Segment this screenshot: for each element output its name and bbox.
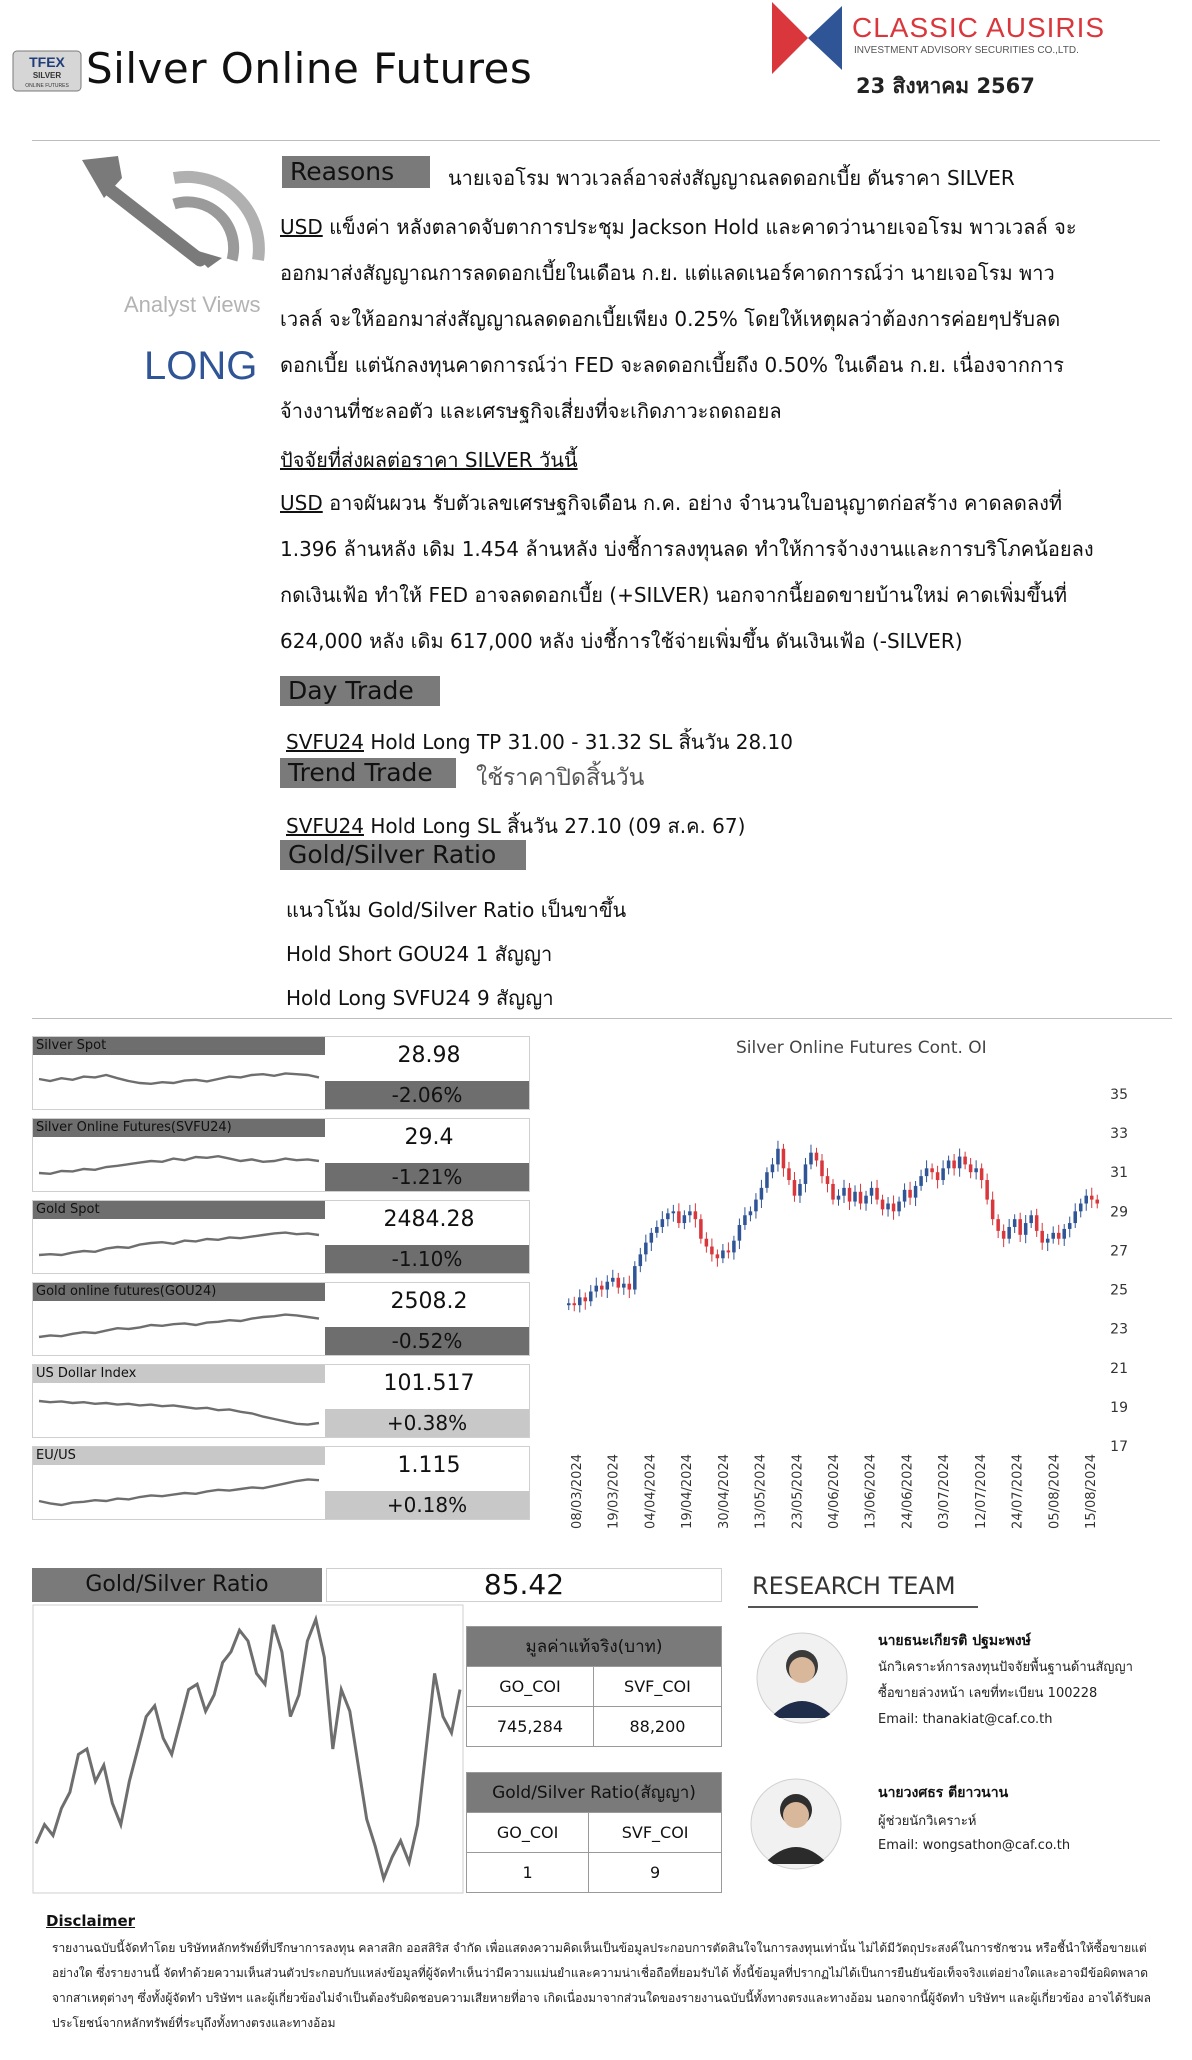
candle: [914, 1181, 918, 1206]
candle: [897, 1197, 901, 1217]
analyst-1-email: Email: thanakiat@caf.co.th: [878, 1712, 1053, 1727]
candle-y-tick: 23: [1110, 1321, 1128, 1338]
candle: [1035, 1209, 1039, 1237]
candle: [628, 1276, 632, 1298]
candle: [1068, 1217, 1072, 1238]
gs-ratio-panel-label: Gold/Silver Ratio: [32, 1568, 322, 1602]
trend-trade-note: ใช้ราคาปิดสิ้นวัน: [476, 765, 645, 791]
candle: [1024, 1215, 1028, 1243]
p1-line-0-text: แข็งค่า หลังตลาดจับตาการประชุม Jackson Hold และคาดว่านายเจอโรม พาวเวลล์ จะ: [322, 215, 1077, 239]
p2-line-0: [280, 480, 1180, 526]
candle: [1013, 1214, 1017, 1233]
ticker-value: 1.115: [397, 1453, 461, 1478]
ticker-label: Silver Spot: [33, 1037, 325, 1055]
candle: [754, 1193, 758, 1218]
ticker-change: -2.06%: [325, 1081, 529, 1109]
candle: [1046, 1234, 1050, 1251]
report-date: 23 สิงหาคม 2567: [856, 74, 1035, 98]
candle-y-tick: 27: [1110, 1243, 1128, 1260]
trend-trade-line: [286, 810, 745, 842]
ratio-contract-table: [466, 1772, 722, 1893]
ticker-value: 2484.28: [383, 1207, 475, 1232]
candle: [1029, 1210, 1033, 1228]
page-title: Silver Online Futures: [86, 44, 533, 93]
p1-line-4: จ้างงานที่ชะลอตัว และเศรษฐกิจเสี่ยงที่จะเกิดภาวะถดถอยล: [280, 399, 782, 423]
candle: [567, 1298, 571, 1310]
intrinsic-val-svf: 88,200: [593, 1707, 721, 1747]
analyst-2-avatar: [750, 1778, 842, 1870]
candle-y-tick: 19: [1110, 1399, 1128, 1416]
candle: [941, 1160, 945, 1185]
candle: [886, 1197, 890, 1217]
broker-subtitle: INVESTMENT ADVISORY SECURITIES CO.,LTD.: [854, 45, 1079, 56]
candle-y-tick: 33: [1110, 1126, 1128, 1143]
p1-lead: USD: [280, 215, 323, 239]
candle: [947, 1156, 951, 1175]
disclaimer-title: Disclaimer: [46, 1912, 136, 1930]
gs-ratio-heading: Gold/Silver Ratio: [280, 840, 526, 870]
candle: [974, 1160, 978, 1179]
research-team-heading: RESEARCH TEAM: [752, 1572, 956, 1600]
candle: [677, 1203, 681, 1228]
ticker-value: 101.517: [383, 1371, 475, 1396]
candle: [837, 1189, 841, 1205]
analyst-2-role: ผู้ช่วยนักวิเคราะห์: [878, 1814, 977, 1829]
candle: [1040, 1223, 1044, 1250]
candle: [578, 1289, 582, 1312]
ticker-change: +0.18%: [325, 1491, 529, 1519]
ticker-value: 28.98: [397, 1043, 461, 1068]
candle: [639, 1248, 643, 1272]
tfex-logo-text: TFEX: [29, 54, 65, 70]
header-divider: [32, 140, 1160, 141]
ticker-change: -0.52%: [325, 1327, 529, 1355]
candle: [672, 1205, 676, 1222]
candle: [661, 1211, 665, 1233]
candle: [969, 1158, 973, 1178]
ticker-box: [32, 1364, 530, 1438]
candle: [881, 1195, 885, 1216]
candle-x-tick: 13/05/2024: [753, 1454, 769, 1529]
candle: [1018, 1213, 1022, 1242]
candle: [875, 1180, 879, 1205]
candle: [793, 1172, 797, 1202]
ratio-val-go: 1: [467, 1853, 589, 1893]
ticker-change: -1.10%: [325, 1245, 529, 1273]
candle: [1084, 1189, 1088, 1211]
candle: [848, 1183, 852, 1210]
ticker-label: US Dollar Index: [33, 1365, 325, 1383]
candle: [732, 1236, 736, 1260]
candle: [738, 1219, 742, 1250]
candle: [1057, 1225, 1061, 1245]
candle: [809, 1145, 813, 1170]
p1-line-0: [280, 204, 1180, 250]
intrinsic-col-go: GO_COI: [467, 1667, 594, 1707]
target-arrow-icon: [82, 150, 282, 300]
analyst-2-name: นายวงศธร ตียาวนาน: [878, 1785, 1009, 1801]
candle: [694, 1203, 698, 1227]
candle-x-tick: 19/03/2024: [606, 1454, 622, 1529]
ticker-sparkline-path: [39, 1233, 319, 1255]
ticker-sparkline-path: [39, 1073, 319, 1083]
ratio-col-go: GO_COI: [467, 1813, 589, 1853]
candle-y-tick: 21: [1110, 1360, 1128, 1377]
candle-x-tick: 05/08/2024: [1047, 1454, 1063, 1529]
candle: [710, 1239, 714, 1262]
factors-heading: ปัจจัยที่ส่งผลต่อราคา SILVER วันนี้: [280, 448, 578, 472]
analyst-1-avatar: [756, 1632, 848, 1724]
candle-x-tick: 23/05/2024: [790, 1454, 806, 1529]
ticker-label: EU/US: [33, 1447, 325, 1465]
candle: [611, 1270, 615, 1287]
trend-trade-symbol: SVFU24: [286, 814, 364, 838]
ticker-sparkline: [35, 1305, 323, 1353]
candle: [908, 1182, 912, 1205]
reasons-heading: Reasons: [282, 156, 430, 188]
p2-line-0-text: อาจผันผวน รับตัวเลขเศรษฐกิจเดือน ก.ค. อย่าง จำนวนใบอนุญาตก่อสร้าง คาดลดลงที่: [322, 491, 1063, 515]
ticker-label: Silver Online Futures(SVFU24): [33, 1119, 325, 1137]
candle: [584, 1292, 588, 1309]
candle-x-tick: 24/06/2024: [900, 1454, 916, 1529]
day-trade-line: [286, 726, 793, 758]
analyst-2-email: Email: wongsathon@caf.co.th: [878, 1838, 1071, 1853]
candle: [633, 1261, 637, 1294]
candle: [716, 1249, 720, 1266]
ticker-value: 29.4: [404, 1125, 454, 1150]
candle-x-tick: 19/04/2024: [680, 1454, 696, 1529]
gs-ratio-line-chart: [32, 1604, 464, 1894]
candle: [925, 1160, 929, 1182]
ticker-sparkline: [35, 1059, 323, 1107]
candle: [952, 1154, 956, 1176]
candle: [1079, 1199, 1083, 1218]
ticker-box: [32, 1200, 530, 1274]
candle: [1073, 1203, 1077, 1228]
candle-x-tick: 04/06/2024: [827, 1454, 842, 1529]
candle: [760, 1180, 764, 1208]
candle: [815, 1148, 819, 1167]
candle: [705, 1232, 709, 1252]
candle: [683, 1210, 687, 1229]
candle: [853, 1185, 857, 1206]
analyst-1-role: นักวิเคราะห์การลงทุนปัจจัยพื้นฐานด้านสัญญา: [878, 1660, 1133, 1675]
candle-x-tick: 08/03/2024: [570, 1454, 585, 1529]
p2-line-3: 624,000 หลัง เดิม 617,000 หลัง บ่งชี้การใช้จ่ายเพิ่มขึ้น ดันเงินเฟ้อ (-SILVER): [280, 629, 963, 653]
candle-y-tick: 35: [1110, 1087, 1128, 1103]
candle-x-tick: 15/08/2024: [1084, 1454, 1099, 1529]
candle-x-tick: 24/07/2024: [1010, 1454, 1026, 1529]
candle: [776, 1141, 780, 1172]
ticker-change: -1.21%: [325, 1163, 529, 1191]
candle: [1051, 1226, 1055, 1243]
candle: [727, 1242, 731, 1258]
candle: [600, 1281, 604, 1297]
candle-y-tick: 31: [1110, 1165, 1128, 1182]
day-trade-symbol: SVFU24: [286, 730, 364, 754]
candle: [1062, 1224, 1066, 1246]
p1-line-2: เวลล์ จะให้ออกมาส่งสัญญาณลดดอกเบี้ยเพียง 0.25% โดยให้เหตุผลว่าต้องการค่อยๆปรับลด: [280, 307, 1061, 331]
candle-y-tick: 29: [1110, 1204, 1128, 1221]
ticker-box: [32, 1036, 530, 1110]
candle: [804, 1158, 808, 1192]
candle: [1090, 1188, 1094, 1208]
candle: [985, 1174, 989, 1205]
day-trade-heading: Day Trade: [280, 676, 440, 706]
intrinsic-value-table: [466, 1626, 722, 1747]
candle-chart-title: Silver Online Futures Cont. OI: [736, 1038, 987, 1058]
gs-ratio-chart-frame: [33, 1605, 463, 1893]
candle: [963, 1152, 967, 1170]
candle-y-tick: 17: [1110, 1439, 1128, 1455]
candle: [622, 1277, 626, 1295]
ticker-box: [32, 1282, 530, 1356]
ticker-sparkline-path: [39, 1479, 319, 1505]
candle-x-tick: 30/04/2024: [716, 1454, 732, 1529]
candle-x-tick: 04/04/2024: [643, 1454, 659, 1529]
gs-ratio-line-2: Hold Long SVFU24 9 สัญญา: [286, 986, 554, 1010]
candle: [1002, 1224, 1006, 1247]
ticker-label: Gold online futures(GOU24): [33, 1283, 325, 1301]
ticker-sparkline: [35, 1141, 323, 1189]
ticker-label: Gold Spot: [33, 1201, 325, 1219]
candle: [655, 1221, 659, 1238]
ticker-change: +0.38%: [325, 1409, 529, 1437]
intrinsic-val-go: 745,284: [467, 1707, 594, 1747]
tfex-logo: [12, 50, 82, 92]
candle: [870, 1181, 874, 1204]
reasons-headline: นายเจอโรม พาวเวลล์อาจส่งสัญญาณลดดอกเบี้ย ดันราคา SILVER: [448, 166, 1015, 190]
ticker-sparkline: [35, 1223, 323, 1271]
candle: [936, 1166, 940, 1189]
candle: [980, 1163, 984, 1188]
candle: [782, 1144, 786, 1177]
candle: [903, 1183, 907, 1207]
candle: [650, 1228, 654, 1251]
candle: [644, 1235, 648, 1262]
gs-ratio-line: [36, 1619, 460, 1878]
p1-line-3: ดอกเบี้ย แต่นักลงทุนคาดการณ์ว่า FED จะลดดอกเบี้ยถึง 0.50% ในเดือน ก.ย. เนื่องจากการ: [280, 353, 1065, 377]
candle: [991, 1192, 995, 1226]
ticker-box: [32, 1118, 530, 1192]
candle-y-tick: 25: [1110, 1282, 1128, 1299]
section-divider: [32, 1018, 1172, 1019]
candle: [892, 1195, 896, 1219]
candle: [820, 1154, 824, 1183]
p2-lead: USD: [280, 491, 323, 515]
candle: [589, 1285, 593, 1306]
reasons-paragraph-1: [280, 204, 1180, 434]
ticker-sparkline-path: [39, 1156, 319, 1174]
gs-ratio-panel-value: 85.42: [326, 1568, 722, 1602]
analyst-1-license: ซื้อขายล่วงหน้า เลขที่ทะเบียน 100228: [878, 1686, 1098, 1701]
ticker-sparkline-path: [39, 1401, 319, 1425]
candle: [958, 1149, 962, 1177]
candle: [787, 1162, 791, 1185]
disclaimer-text: รายงานฉบับนี้จัดทำโดย บริษัทหลักทรัพย์ที่ปรึกษาการลงทุน คลาสสิก ออสสิริส จำกัด เพื่อแสดงความคิดเห็นเป็นข้อมูลประกอบการตัดสินใจในการลงทุนเท่านั้น ไม่ได้มีวัตถุประสงค์ในการชักชวน หรือชี้นำให้ซื้อขายแต่อย่างใด ซึ่งรายงานนี้ จัดทำด้วยความเห็นส่วนตัวประกอบกับแหล่งข้อมูลที่ผู้จัดทำเห็นว่ามีความแม่นยำและความน่าเชื่อถือที่ยอมรับได้ ทั้งนี้ข้อมูลที่ปรากฏไม่ได้เป็นการยืนยันข้อเท็จจริงแต่อย่างใดและอาจมีข้อผิดพลาดจากสาเหตุต่างๆ ซึ่งทั้งผู้จัดทำ บริษัทฯ และผู้เกี่ยวข้องไม่จำเป็นต้องรับผิดชอบความเสียหายที่อาจ เกิดเนื่องมาจากส่วนใดของรายงานฉบับนี้ทั้งทางตรงและทางอ้อม นอกจากนี้ผู้จัดทำ บริษัทฯ และผู้เกี่ยวข้อง อาจได้รับผลประโยชน์จากหลักทรัพย์ที่ระบุถึงทั้งทางตรงและทางอ้อม: [52, 1941, 1151, 2030]
research-team-underline: [748, 1606, 978, 1608]
analyst-view-call: LONG: [144, 344, 258, 388]
candle: [749, 1206, 753, 1221]
candle: [831, 1179, 835, 1204]
analyst-1-name: นายธนะเกียรติ ปฐมะพงษ์: [878, 1633, 1031, 1649]
candle: [606, 1275, 610, 1298]
candle: [572, 1297, 576, 1311]
candle: [864, 1191, 868, 1211]
candle: [919, 1170, 923, 1191]
candle: [666, 1208, 670, 1226]
candle: [595, 1278, 599, 1298]
candle: [996, 1214, 1000, 1238]
trend-trade-heading: Trend Trade: [280, 758, 456, 788]
broker-name: CLASSIC AUSIRIS: [852, 12, 1106, 43]
ticker-sparkline: [35, 1387, 323, 1435]
candle: [771, 1158, 775, 1178]
gs-ratio-line-1: Hold Short GOU24 1 สัญญา: [286, 942, 553, 966]
intrinsic-col-svf: SVF_COI: [593, 1667, 721, 1707]
candle-x-tick: 13/06/2024: [863, 1454, 879, 1529]
intrinsic-table-heading: มูลค่าแท้จริง(บาท): [467, 1627, 722, 1667]
ticker-value: 2508.2: [390, 1289, 468, 1314]
reasons-paragraph-2: [280, 480, 1180, 664]
gs-ratio-line-0: แนวโน้ม Gold/Silver Ratio เป็นขาขึ้น: [286, 898, 627, 922]
p2-line-2: กดเงินเฟ้อ ทำให้ FED อาจลดดอกเบี้ย (+SILVER) นอกจากนี้ยอดขายบ้านใหม่ คาดเพิ่มขึ้นที่: [280, 583, 1068, 607]
candle-x-tick: 12/07/2024: [973, 1454, 989, 1529]
ticker-sparkline-path: [39, 1315, 319, 1337]
candle: [1095, 1195, 1099, 1209]
ratio-table-heading: Gold/Silver Ratio(สัญญา): [467, 1773, 722, 1813]
candle: [765, 1167, 769, 1192]
candle: [826, 1168, 830, 1192]
day-trade-text: Hold Long TP 31.00 - 31.32 SL สิ้นวัน 28.10: [363, 730, 793, 754]
candle: [699, 1214, 703, 1243]
tfex-logo-sub: SILVER: [32, 71, 62, 80]
candle: [617, 1273, 621, 1294]
candle: [743, 1207, 747, 1230]
ticker-box: [32, 1446, 530, 1520]
candle: [798, 1179, 802, 1203]
p1-line-1: ออกมาส่งสัญญาณการลดดอกเบี้ยในเดือน ก.ย. แต่แลดเนอร์คาดการณ์ว่า นายเจอโรม พาว: [280, 261, 1055, 285]
ticker-sparkline: [35, 1469, 323, 1517]
candle-chart: [560, 1070, 1140, 1550]
candle: [721, 1244, 725, 1263]
tfex-logo-sub2: ONLINE FUTURES: [25, 83, 69, 89]
ratio-val-svf: 9: [589, 1853, 722, 1893]
candle: [930, 1163, 934, 1179]
candle: [859, 1184, 863, 1210]
p2-line-1: 1.396 ล้านหลัง เดิม 1.454 ล้านหลัง บ่งชี้การลงทุนลด ทำให้การจ้างงานและการบริโภคน้อยลง: [280, 537, 1094, 561]
analyst-views-label: Analyst Views: [124, 292, 261, 317]
trend-trade-text: Hold Long SL สิ้นวัน 27.10 (09 ส.ค. 67): [363, 814, 746, 838]
candle-x-tick: 03/07/2024: [937, 1454, 953, 1529]
candle: [842, 1180, 846, 1203]
candle: [688, 1205, 692, 1223]
ratio-col-svf: SVF_COI: [589, 1813, 722, 1853]
candle: [1007, 1219, 1011, 1244]
